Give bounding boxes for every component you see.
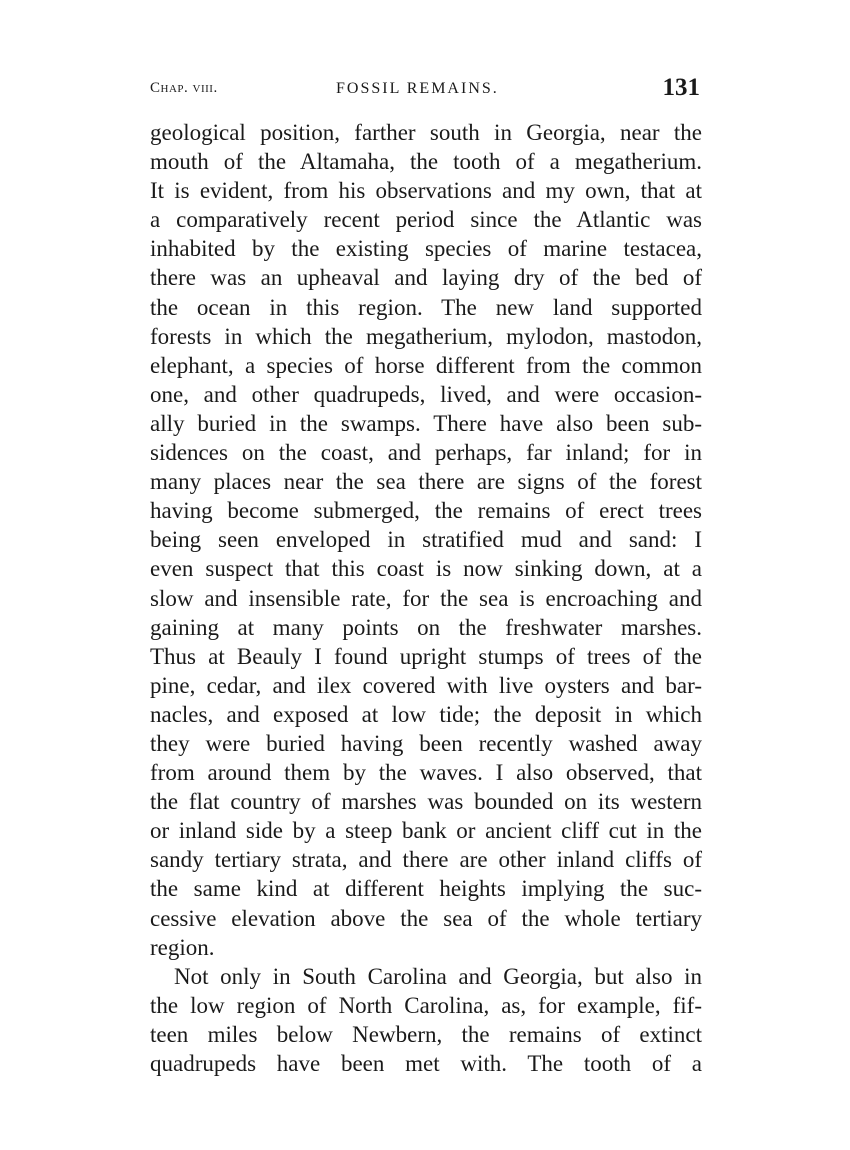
paragraph [150, 118, 702, 962]
text-line: sidences on the coast, and perhaps, far inland; for in [150, 440, 702, 466]
text-line: there was an upheaval and laying dry of the bed of [150, 265, 702, 291]
chapter-label: Chap. viii. [150, 80, 218, 96]
text-line: cessive elevation above the sea of the whole tertiary [150, 905, 702, 931]
text-line: Thus at Beauly I found upright stumps of trees of the [150, 643, 702, 669]
text-line: inhabited by the existing species of marine testacea, [150, 236, 702, 262]
text-line: Not only in South Carolina and Georgia, but also in [174, 963, 702, 989]
text-line: the ocean in this region. The new land supported [150, 294, 702, 320]
text-line: many places near the sea there are signs of the forest [150, 469, 702, 495]
text-line: mouth of the Altamaha, the tooth of a megatherium. [150, 149, 702, 175]
text-line: It is evident, from his observations and my own, that at [150, 178, 702, 204]
running-title: FOSSIL REMAINS. [336, 80, 499, 97]
body-text [150, 118, 702, 1078]
text-line: slow and insensible rate, for the sea is encroaching and [150, 585, 702, 611]
running-head [150, 76, 700, 106]
text-line: they were buried having been recently washed away [150, 730, 702, 756]
text-line: the low region of North Carolina, as, for example, fif- [150, 992, 702, 1018]
paragraph [150, 962, 702, 1078]
text-line: teen miles below Newbern, the remains of extinct [150, 1021, 702, 1047]
text-line: even suspect that this coast is now sinking down, at a [150, 556, 702, 582]
text-line: the same kind at different heights implying the suc- [150, 876, 702, 902]
text-line: sandy tertiary strata, and there are other inland cliffs of [150, 847, 702, 873]
text-line: elephant, a species of horse different from the common [150, 352, 702, 378]
text-line: quadrupeds have been met with. The tooth of a [150, 1051, 702, 1076]
text-line: region. [150, 934, 215, 960]
text-line: geological position, farther south in Georgia, near the [150, 120, 702, 145]
text-line: ally buried in the swamps. There have also been sub- [150, 410, 702, 436]
text-line: pine, cedar, and ilex covered with live oysters and bar- [150, 672, 702, 698]
text-line: nacles, and exposed at low tide; the deposit in which [150, 701, 702, 727]
text-line: one, and other quadrupeds, lived, and were occasion- [150, 381, 702, 407]
text-line: the flat country of marshes was bounded on its western [150, 789, 702, 815]
text-line: having become submerged, the remains of erect trees [150, 498, 702, 524]
text-line: from around them by the waves. I also observed, that [150, 760, 702, 786]
text-line: being seen enveloped in stratified mud and sand: I [150, 527, 702, 553]
text-line: or inland side by a steep bank or ancient cliff cut in the [150, 818, 702, 844]
text-line: gaining at many points on the freshwater marshes. [150, 614, 702, 640]
text-line: a comparatively recent period since the Atlantic was [150, 207, 702, 233]
text-line: forests in which the megatherium, mylodon, mastodon, [150, 323, 702, 349]
page-number: 131 [662, 74, 700, 101]
